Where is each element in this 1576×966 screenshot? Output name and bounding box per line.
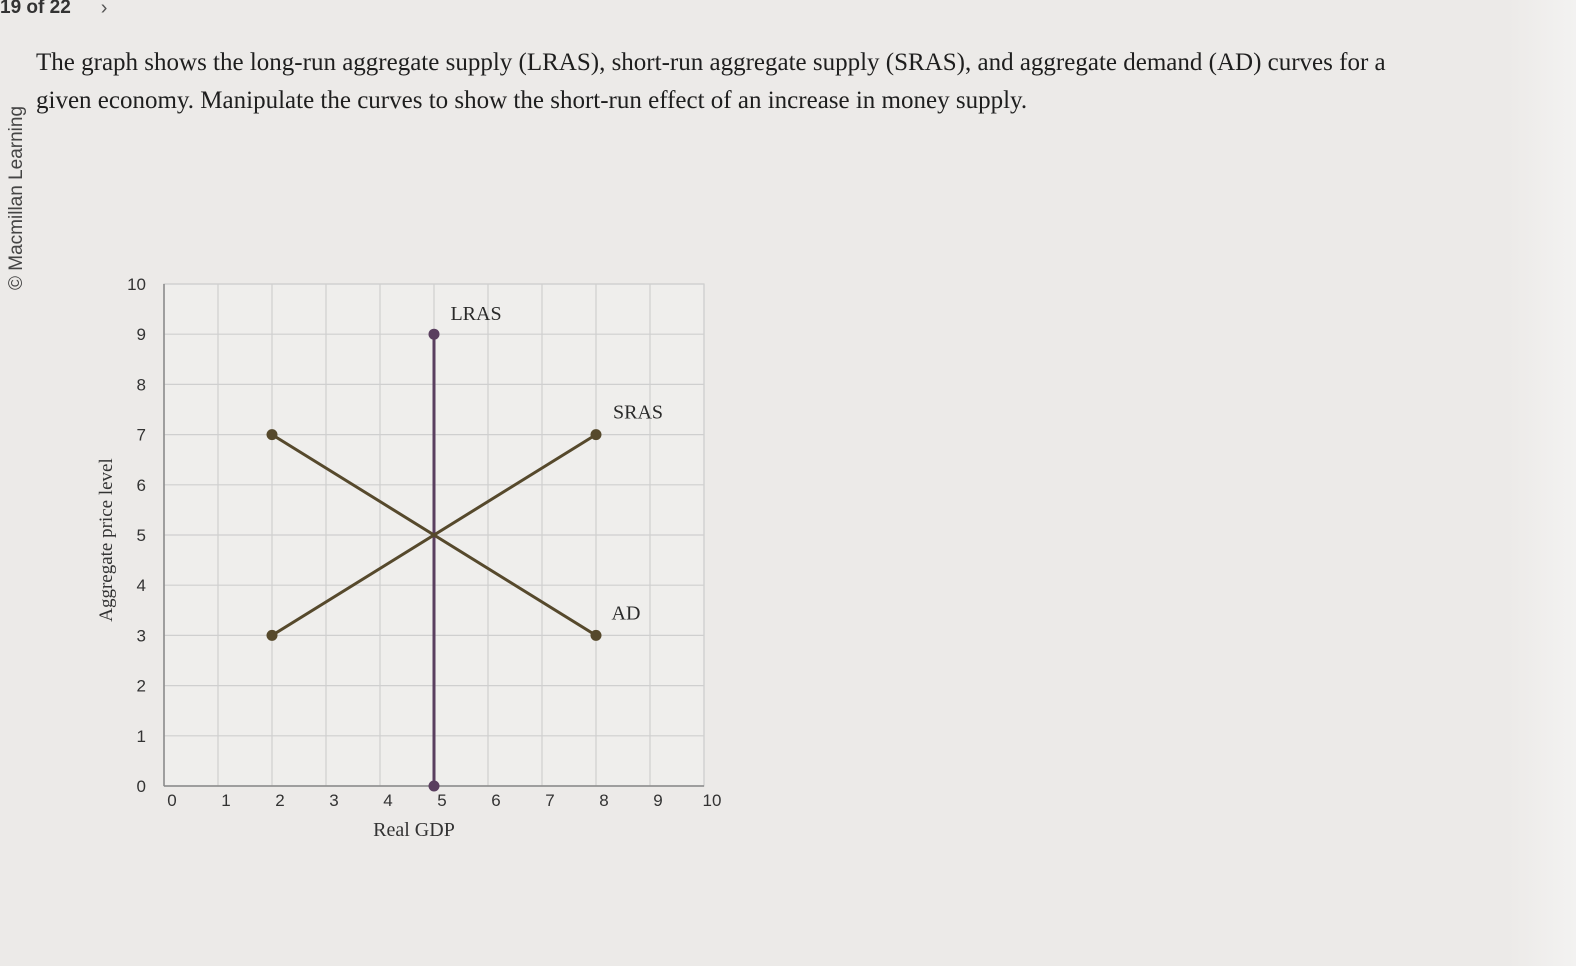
- y-tick-label: 6: [136, 475, 146, 495]
- sras-endpoint-handle[interactable]: [267, 630, 278, 641]
- copyright-notice: © Macmillan Learning: [6, 105, 27, 290]
- lras-endpoint-handle[interactable]: [429, 329, 440, 340]
- chevron-right-icon[interactable]: ›: [100, 0, 108, 19]
- y-axis-label: Aggregate price level: [96, 458, 117, 622]
- x-tick-label: 2: [275, 791, 285, 810]
- ad-endpoint-handle[interactable]: [591, 630, 602, 641]
- ad-endpoint-handle[interactable]: [267, 429, 278, 440]
- y-tick-label: 7: [136, 425, 146, 445]
- ad-label: AD: [611, 602, 641, 625]
- x-tick-label: 5: [437, 791, 447, 810]
- x-tick-label: 3: [329, 791, 339, 810]
- y-tick-label: 10: [127, 275, 146, 294]
- x-tick-label: 6: [491, 791, 501, 810]
- lras-label: LRAS: [450, 303, 502, 326]
- x-tick-label: 4: [383, 791, 393, 810]
- y-tick-label: 1: [136, 726, 146, 746]
- y-tick-label: 4: [136, 576, 146, 596]
- y-tick-label: 5: [136, 526, 146, 545]
- sras-label: SRAS: [612, 401, 664, 424]
- question-progress: 19 of 22: [0, 0, 71, 18]
- x-tick-label: 9: [653, 791, 663, 810]
- y-tick-label: 8: [136, 375, 146, 395]
- x-tick-label: 7: [545, 791, 555, 810]
- x-tick-label: 10: [702, 791, 722, 810]
- x-tick-label: 0: [167, 791, 177, 810]
- x-axis-label: Real GDP: [373, 819, 455, 841]
- sras-endpoint-handle[interactable]: [591, 429, 602, 440]
- y-tick-label: 2: [136, 676, 146, 696]
- y-tick-label: 3: [136, 626, 146, 646]
- x-tick-label: 8: [599, 791, 609, 810]
- page-edge-shading: [1506, 0, 1576, 966]
- question-text: The graph shows the long-run aggregate supply (LRAS), short-run aggregate supply (SRAS), and aggregate demand (AD) curves for a given economy. Manipulate the curves to show the short-run effect of an increase in money supply.: [36, 49, 1386, 114]
- x-tick-label: 1: [221, 791, 231, 810]
- y-tick-label: 9: [136, 325, 146, 345]
- lras-endpoint-handle[interactable]: [429, 781, 440, 792]
- y-tick-label: 0: [136, 777, 146, 796]
